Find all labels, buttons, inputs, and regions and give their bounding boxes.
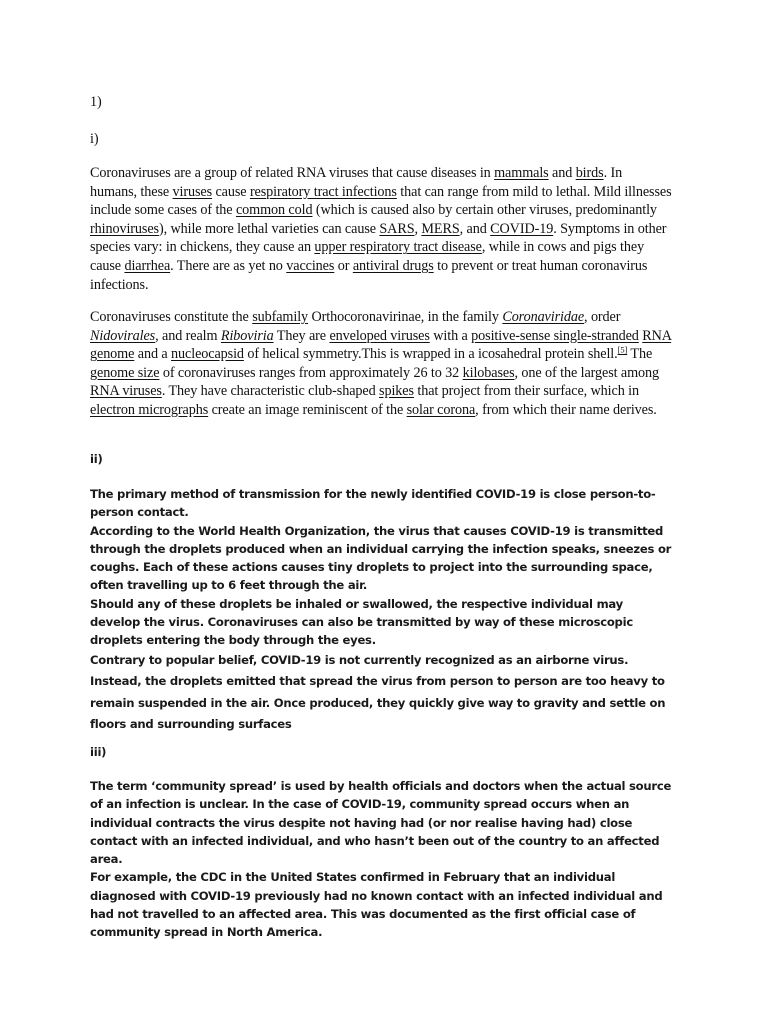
transmission-section (90, 485, 672, 736)
link-nucleocapsid[interactable]: nucleocapsid (171, 346, 244, 363)
transmission-paragraph: According to the World Health Organization, the virus that causes COVID-19 is transmitted through the droplets produced when an individual carrying the infection speaks, sneezes or coughs. Each of these actions causes tiny droplets to project into the surrounding space, often travelling up to 6 feet through the air. (90, 523, 672, 593)
link-positive-sense-single-stranded[interactable]: positive-sense single-stranded (471, 327, 639, 344)
link-subfamily[interactable]: subfamily (252, 309, 309, 325)
link-spikes[interactable]: spikes (379, 383, 414, 400)
transmission-paragraph: The primary method of transmission for the newly identified COVID-19 is close person-to-person contact. (90, 487, 656, 520)
link-upper-respiratory-tract-disease[interactable]: upper respiratory tract disease (314, 239, 482, 256)
link-respiratory-tract-infections[interactable]: respiratory tract infections (249, 183, 397, 200)
link-nidovirales[interactable]: Nidovirales (90, 327, 156, 344)
link-birds[interactable]: birds (575, 165, 604, 181)
link-antiviral-drugs[interactable]: antiviral drugs (352, 257, 434, 274)
transmission-paragraph: Should any of these droplets be inhaled or swallowed, the respective individual may develop the virus. Coronaviruses can also be transmitted by way of these microscopic droplets entering the body through the eyes. (90, 596, 633, 648)
part-iii-label: iii) (90, 745, 107, 759)
link-common-cold[interactable]: common cold (235, 202, 313, 219)
link-riboviria[interactable]: Riboviria (220, 327, 274, 344)
link-viruses[interactable]: viruses (172, 183, 213, 200)
link-rna-viruses[interactable]: RNA viruses (90, 383, 162, 400)
link-rhinoviruses[interactable]: rhinoviruses (90, 220, 159, 237)
link-mammals[interactable]: mammals (494, 165, 549, 181)
link-kilobases[interactable]: kilobases (462, 364, 515, 381)
link-enveloped-viruses[interactable]: enveloped viruses (329, 327, 430, 344)
link-sars[interactable]: SARS (379, 220, 415, 237)
paragraph-coronavirus-intro: Coronaviruses are a group of related RNA viruses that cause diseases in mammals and birds. In humans, these viruses cause respiratory tract infections that can range from mild to lethal. Mild illnesses include some cases of the common cold (which is caused also by certain other viruses, predominantly rhinoviruses), while more lethal varieties can cause SARS, MERS, and COVID-19. Symptoms in other species vary: in chickens, they cause an upper respiratory tract disease, while in cows and pigs they cause diarrhea. There are as yet no vaccines or antiviral drugs to prevent or treat human coronavirus infections. (90, 165, 672, 293)
transmission-paragraph: Contrary to popular belief, COVID-19 is not currently recognized as an airborne virus. Instead, the droplets emitted that spread the virus from person to person are too heavy to remain suspended in the air. Once produced, they quickly give way to gravity and settle on floors and surrounding surfaces (90, 652, 666, 732)
link-solar-corona[interactable]: solar corona (406, 401, 476, 418)
link-rna[interactable]: RNA (642, 327, 672, 344)
link-genome-size[interactable]: genome size (90, 364, 160, 381)
community-paragraph: The term ‘community spread’ is used by health officials and doctors when the actual source of an infection is unclear. In the case of COVID-19, community spread occurs when an individual contracts the virus despite not having had (or nor realise having had) close contact with an infected individual, and who hasn’t been out of the country to an affected area. (90, 779, 672, 867)
community-spread-section (90, 777, 672, 942)
section-number: 1) (90, 94, 102, 110)
link-genome[interactable]: genome (90, 346, 135, 363)
citation-link[interactable]: [5] (617, 344, 628, 355)
link-coronaviridae[interactable]: Coronaviridae (502, 309, 585, 325)
part-ii-label: ii) (90, 452, 103, 466)
community-paragraph: For example, the CDC in the United States confirmed in February that an individual diagnosed with COVID-19 previously had no known contact with an infected individual and had not travelled to an affected area. This was documented as the first official case of community spread in North America. (90, 870, 663, 940)
link-diarrhea[interactable]: diarrhea (124, 257, 171, 274)
part-i-label: i) (90, 131, 99, 147)
paragraph-coronavirus-taxonomy: Coronaviruses constitute the subfamily Orthocoronavirinae, in the family Coronaviridae, order Nidovirales, and realm Riboviria They are enveloped viruses with a positive-sense single-stranded RNA genome and a nucleocapsid of helical symmetry.This is wrapped in a icosahedral protein shell.[5] The genome size of coronaviruses ranges from approximately 26 to 32 kilobases, one of the largest among RNA viruses. They have characteristic club-shaped spikes that project from their surface, which in electron micrographs create an image reminiscent of the solar corona, from which their name derives. (90, 309, 672, 418)
link-mers[interactable]: MERS (421, 220, 460, 237)
link-electron-micrographs[interactable]: electron micrographs (90, 401, 209, 418)
link-covid-19[interactable]: COVID-19 (490, 220, 554, 237)
link-vaccines[interactable]: vaccines (286, 257, 335, 274)
